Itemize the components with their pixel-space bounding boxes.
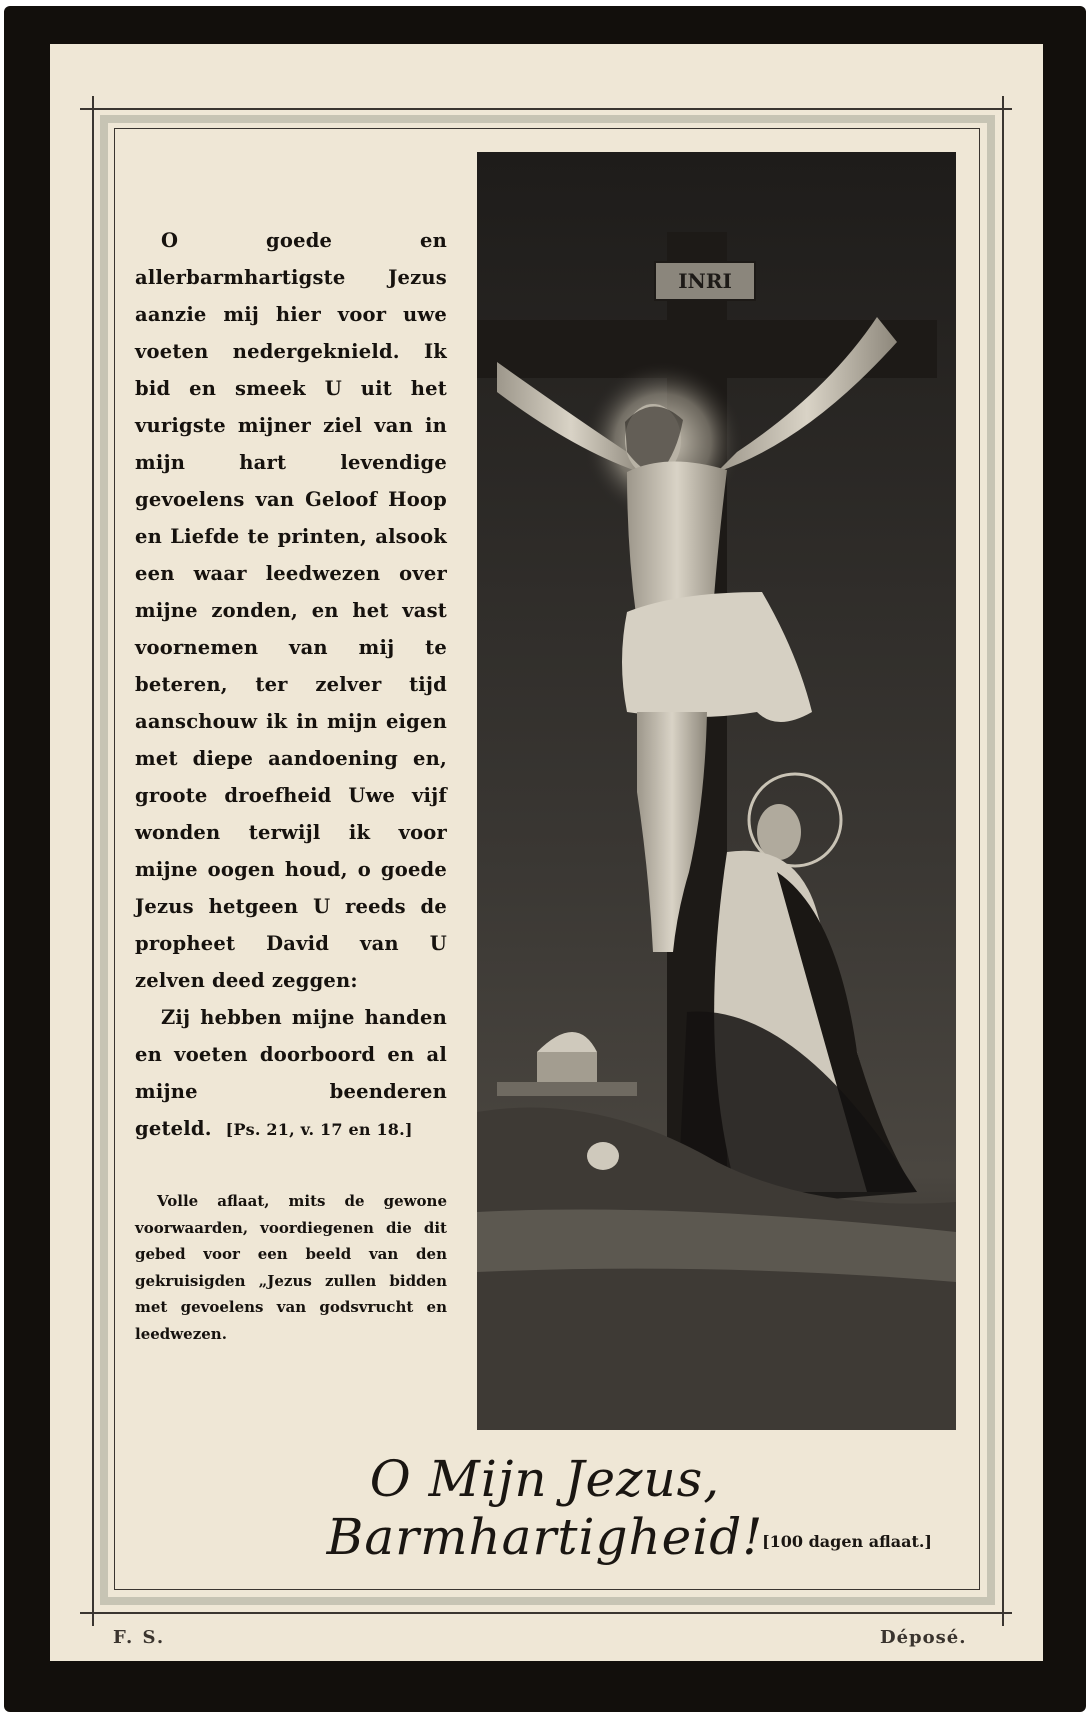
distant-city-wall: [497, 1082, 637, 1096]
prayer-paragraph-1: O goede en allerbarmhartigste Jezus aanzie mij hier voor uwe voeten nedergeknield. Ik bid en smeek U uit het vurigste mijner ziel van in mijn hart levendige gevoelens van Geloof Hoop en Liefde te printen, alsook een waar leedwezen over mijne zonden, en het vast voornemen van mij te beteren, ter zelver tijd aanschouw ik in mijn eigen met diepe aandoening en, groote droefheid Uwe vijf wonden terwijl ik voor mijne oogen houd, o goede Jezus hetgeen U reeds de propheet David van U zelven deed zeggen:: [135, 229, 447, 992]
crucifixion-illustration: [477, 152, 956, 1430]
frame-rule-right: [1002, 96, 1004, 1626]
psalm-reference: [Ps. 21, v. 17 en 18.]: [225, 1120, 413, 1139]
prayer-paragraph-2-text: Zij hebben mijne handen en voeten doorboord en al mijne beenderen geteld.: [135, 1006, 447, 1140]
footer-depose: Déposé.: [880, 1627, 967, 1648]
skull: [587, 1142, 619, 1170]
magdalene-head: [757, 804, 801, 860]
prayer-paragraph-2: [135, 999, 447, 1148]
inri-inscription: INRI: [678, 269, 732, 293]
motto-heading: O Mijn Jezus, Barmhartigheid!: [326, 1450, 764, 1566]
indulgence-text: Volle aflaat, mits de gewone voorwaarden, voordiegenen die dit gebed voor een beeld van den gekruisigden „Jezus zullen bidden met gevoelens van godsvrucht en leedwezen.: [135, 1192, 447, 1343]
motto-indulgence: [100 dagen aflaat.]: [762, 1532, 932, 1551]
frame-rule-top: [80, 108, 1012, 110]
frame-rule-bottom: [80, 1612, 1012, 1614]
footer-initials: F. S.: [113, 1627, 166, 1648]
indulgence-note: [135, 1188, 447, 1347]
crucifixion-image: [477, 152, 956, 1430]
frame-rule-left: [92, 96, 94, 1626]
prayer-text: [135, 222, 447, 1148]
